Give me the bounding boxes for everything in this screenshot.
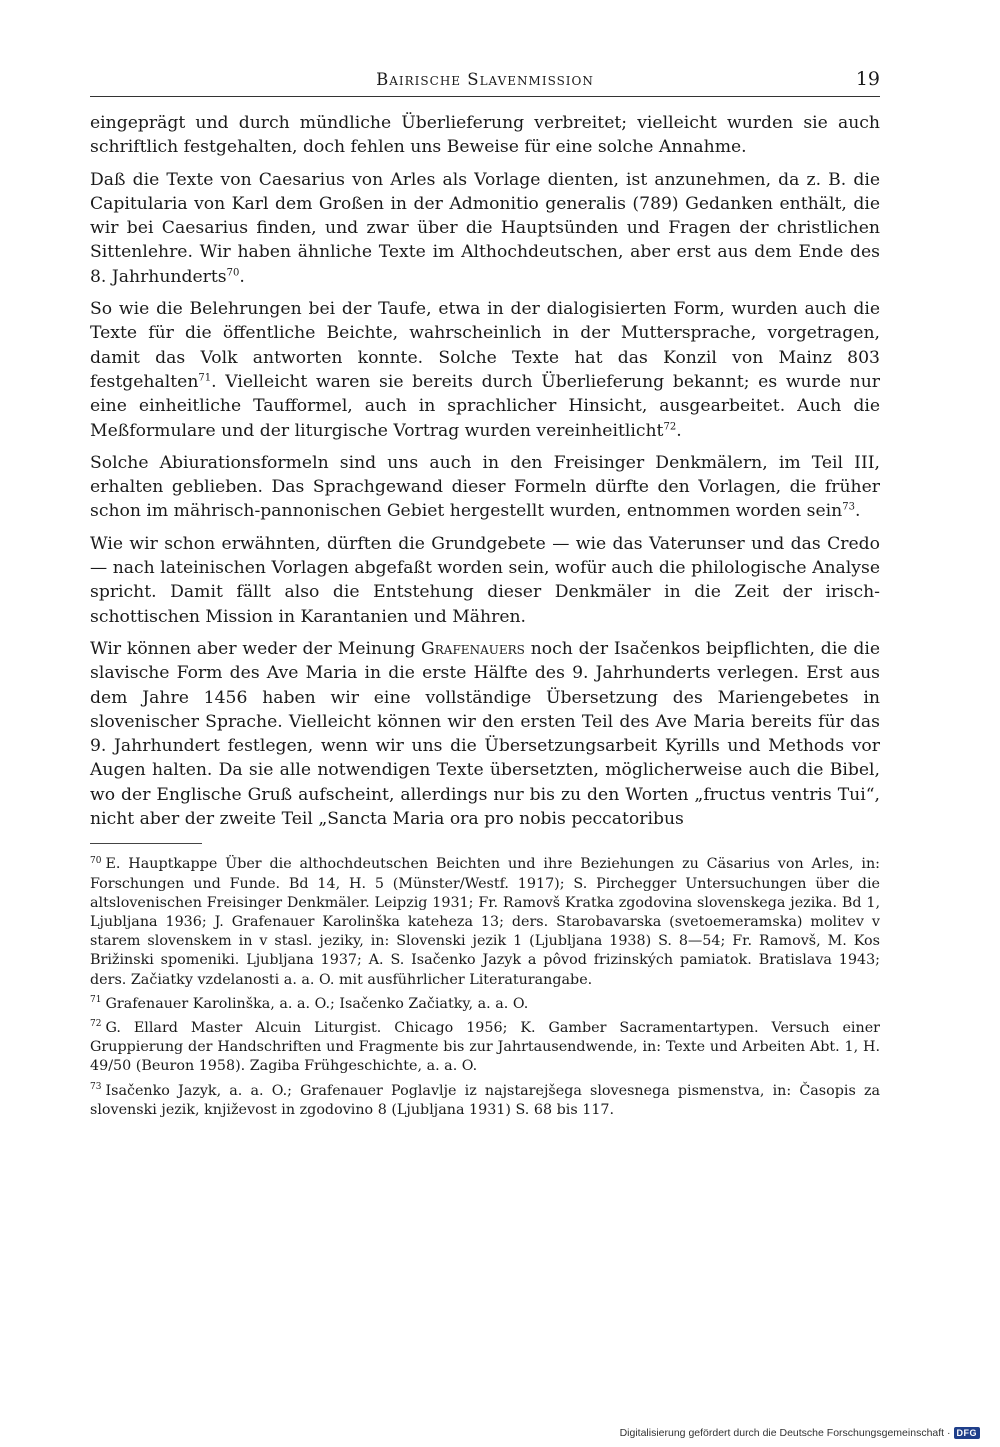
page-number: 19 — [855, 68, 880, 90]
footnotes — [90, 855, 880, 1120]
footnote-mark: 73 — [90, 1081, 102, 1092]
footnote-70 — [90, 855, 880, 989]
running-header — [90, 68, 880, 97]
footnote-72 — [90, 1019, 880, 1077]
paragraph-3-cont: . Vielleicht waren sie bereits durch Überlieferung bekannt; es wurde nur eine einheitliche Taufformel, auch in sprachlicher Hinsicht, ausgearbeitet. Auch die Meßformulare und der liturgische Vortrag wurden vereinheitlicht — [90, 371, 880, 441]
running-title: Bairische Slavenmission — [376, 70, 594, 89]
paragraph-4: Solche Abiurationsformeln sind uns auch in den Freisinger Denkmälern, im Teil III, erhalten geblieben. Das Sprachgewand dieser Formeln dürfte den Vorlagen, die früher schon im mährisch-pannonischen Gebiet hergestellt wurden, entnommen worden sein$^{73}$. — [90, 452, 880, 522]
footnote-divider — [90, 843, 202, 844]
author-name-grafenauer: Grafenauers — [421, 638, 525, 659]
footnote-text: E. Hauptkappe Über die althochdeutschen Beichten und ihre Beziehungen zu Cäsarius von Arles, in: Forschungen und Funde. Bd 14, H. 5 (Münster/Westf. 1917); S. Pirchegger Untersuchungen über die altslovenischen Freisinger Denkmäler. Leipzig 1931; Fr. Ramovš Kratka zgodovina slovenskega jezika. Bd 1, Ljubljana 1936; J. Grafenauer Karolinška kateheza 13; ders. Starobavarska (svetoemeramska) molitev v starem slovenskem in v stasl. jeziky, in: Slovenski jezik 1 (Ljubljana 1938) S. 8—54; Fr. Ramovš, M. Kos Brižinski spomeniki. Ljubljana 1937; A. S. Isačenko Jazyk a pôvod frizinských pamiatok. Bratislava 1943; ders. Začiatky vzdelanosti a. a. O. mit ausführlicher Literaturangabe. — [90, 856, 880, 988]
paragraph-2-text: Daß die Texte von Caesarius von Arles als Vorlage dienten, ist anzunehmen, da z. B. die Capitularia von Karl dem Großen in der Admonitio generalis (789) Gedanken enthält, die wir bei Caesarius finden, und zwar über die Hauptsünden und Fragen der christlichen Sittenlehre. Wir haben ähnliche Texte im Althochdeutschen, aber erst aus dem Ende des 8. Jahrhunderts — [90, 169, 880, 287]
paragraph-6-lead: Wir können aber weder der Meinung — [90, 638, 422, 659]
paragraph-5: Wie wir schon erwähnten, dürften die Grundgebete — wie das Vaterunser und das Credo — nach lateinischen Vorlagen abgefaßt worden sein, wofür auch die philologische Analyse spricht. Damit fällt also die Entstehung dieser Denkmäler in die Zeit der irisch-schottischen Mission in Karantanien und Mähren. — [90, 533, 880, 627]
footnote-text: G. Ellard Master Alcuin Liturgist. Chicago 1956; K. Gamber Sacramentartypen. Versuch einer Gruppierung der Handschriften und Fragmente bis zur Jahrtausendwende, in: Texte und Arbeiten Abt. 1, H. 49/50 (Beuron 1958). Zagiba Frühgeschichte, a. a. O. — [90, 1019, 880, 1075]
footnote-text: Grafenauer Karolinška, a. a. O.; Isačenko Začiatky, a. a. O. — [105, 995, 529, 1012]
paragraph-6-text: noch der Isačenkos beipflichten, die die slavische Form des Ave Maria in die erste Hälfte des 9. Jahrhunderts verlegen. Erst aus dem Jahre 1456 haben wir eine vollständige Übersetzung des Mariengebetes in slovenischer Sprache. Vielleicht können wir den ersten Teil des Ave Maria bereits für das 9. Jahrhundert festlegen, wenn wir uns die Übersetzungsarbeit Kyrills und Methods vor Augen halten. Da sie alle notwendigen Texte übersetzten, möglicherweise auch die Bibel, wo der Englische Gruß aufscheint, allerdings nur bis zu den Worten „fructus ventris Tui“, nicht aber der zweite Teil „Sancta Maria ora pro nobis peccatoribus — [90, 638, 880, 830]
paragraph-2: Daß die Texte von Caesarius von Arles als Vorlage dienten, ist anzunehmen, da z. B. die Capitularia von Karl dem Großen in der Admonitio generalis (789) Gedanken enthält, die wir bei Caesarius finden, und zwar über die Hauptsünden und Fragen der christlichen Sittenlehre. Wir haben ähnliche Texte im Althochdeutschen, aber erst aus dem Ende des 8. Jahrhunderts$^{70}$. — [90, 169, 880, 287]
footnote-ref-70[interactable]: 70 — [226, 267, 240, 279]
paragraph-6 — [90, 637, 880, 831]
digitization-credit-text: Digitalisierung gefördert durch die Deutsche Forschungsgemeinschaft · — [619, 1427, 951, 1439]
digitization-credit — [620, 1427, 980, 1439]
footnote-mark: 71 — [90, 994, 102, 1005]
body-text — [90, 111, 880, 831]
dfg-logo: DFG — [954, 1427, 981, 1439]
paragraph-1: eingeprägt und durch mündliche Überlieferung verbreitet; vielleicht wurden sie auch schriftlich festgehalten, doch fehlen uns Beweise für eine solche Annahme. — [90, 113, 880, 158]
footnote-text: Isačenko Jazyk, a. a. O.; Grafenauer Poglavlje iz najstarejšega slovesnega pismenstva, in: Časopis za slovenski jezik, književost in zgodovino 8 (Ljubljana 1931) S. 68 bis 117. — [90, 1082, 880, 1118]
footnote-mark: 72 — [90, 1019, 102, 1030]
footnote-73 — [90, 1082, 880, 1120]
footnote-71 — [90, 995, 880, 1014]
paragraph-4-text: Solche Abiurationsformeln sind uns auch in den Freisinger Denkmälern, im Teil III, erhalten geblieben. Das Sprachgewand dieser Formeln dürfte den Vorlagen, die früher schon im mährisch-pannonischen Gebiet hergestellt wurden, entnommen worden sein — [90, 452, 880, 522]
paragraph-3-text: So wie die Belehrungen bei der Taufe, etwa in der dialogisierten Form, wurden auch die Texte für die öffentliche Beichte, wahrscheinlich in der Muttersprache, vorgetragen, damit das Volk antworten konnte. Solche Texte hat das Konzil von Mainz 803 festgehalten — [90, 299, 880, 392]
footnote-ref-73[interactable]: 73 — [842, 501, 855, 513]
footnote-ref-71[interactable]: 71 — [198, 372, 212, 384]
footnote-ref-72[interactable]: 72 — [663, 420, 677, 432]
page — [90, 68, 880, 1125]
footnote-mark: 70 — [90, 855, 102, 866]
paragraph-3: So wie die Belehrungen bei der Taufe, etwa in der dialogisierten Form, wurden auch die Texte für die öffentliche Beichte, wahrscheinlich in der Muttersprache, vorgetragen, damit das Volk antworten konnte. Solche Texte hat das Konzil von Mainz 803 festgehalten$^{71}$. Vielleicht waren sie bereits durch Überlieferung bekannt; es wurde nur eine einheitliche Taufformel, auch in sprachlicher Hinsicht, ausgearbeitet. Auch die Meßformulare und der liturgische Vortrag wurden vereinheitlicht$^{72}$. — [90, 299, 880, 441]
